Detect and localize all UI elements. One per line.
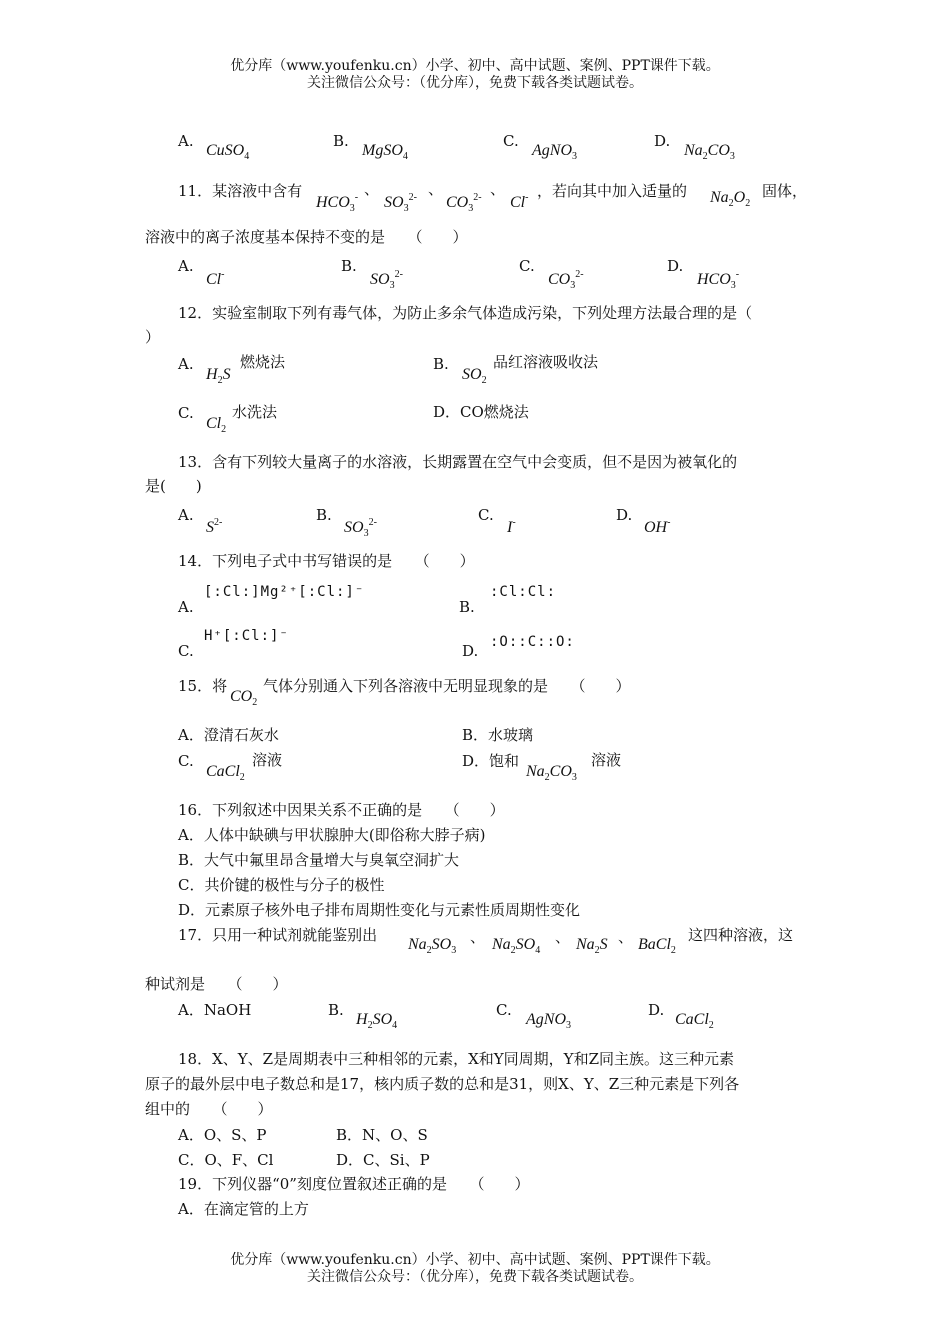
- option-label: C.: [503, 132, 519, 150]
- option-label: B.: [328, 1001, 344, 1019]
- option-label: C.: [519, 257, 535, 275]
- option-text: 燃烧法: [240, 353, 286, 371]
- option-label: C.: [178, 404, 194, 422]
- option-text: B．水玻璃: [462, 726, 534, 744]
- option-label: D.: [667, 257, 684, 275]
- formula-cl2: $Cl_2$: [206, 415, 227, 435]
- option-label: B.: [341, 257, 357, 275]
- option-label: B.: [316, 506, 332, 524]
- formula-na2o2: $Na_2O_2$: [710, 189, 751, 209]
- option-label: A.: [178, 132, 194, 150]
- formula-na2co3: $Na_2CO_3$: [684, 142, 735, 162]
- option-text: 溶液: [252, 751, 283, 769]
- formula-so3-ion: $SO_3^{2-}$: [370, 269, 403, 291]
- formula-h2so4: $H_2SO_4$: [356, 1011, 398, 1031]
- separator: 、: [470, 928, 486, 946]
- question-stem: 13．含有下列较大量离子的水溶液，长期露置在空气中会变质，但不是因为被氧化的: [178, 453, 738, 471]
- formula-mgso4: MgSO$_4$: [362, 142, 408, 162]
- formula-bacl2: BaCl$_2$: [638, 936, 676, 956]
- formula-i-ion: I-: [507, 517, 516, 536]
- option-text: C．共价键的极性与分子的极性: [178, 876, 385, 894]
- formula-agno3: AgNO$_3$: [532, 142, 577, 162]
- option-text: 品红溶液吸收法: [493, 353, 599, 371]
- question-stem: 溶液中的离子浓度基本保持不变的是 （ ）: [145, 228, 468, 246]
- question-stem: 12．实验室制取下列有毒气体，为防止多余气体造成污染，下列处理方法最合理的是（: [178, 304, 753, 322]
- option-text: A．澄清石灰水: [178, 726, 279, 744]
- formula-na2s: $Na_2S$: [576, 936, 608, 956]
- formula-so3-ion: $SO_3^{2-}$: [344, 517, 377, 539]
- separator: 、: [490, 180, 506, 198]
- electron-formula-co2: :O::C::O:: [490, 634, 575, 650]
- option-text: D．C、Si、P: [336, 1151, 430, 1169]
- formula-hco3-ion: $HCO_3^-$: [316, 192, 359, 214]
- option-text: A．在滴定管的上方: [178, 1200, 309, 1218]
- question-stem: 原子的最外层中电子数总和是17，核内质子数的总和是31，则X、Y、Z三种元素是下列各: [145, 1075, 740, 1093]
- formula-na2so4: $Na_2SO_4$: [492, 936, 541, 956]
- option-label: D.: [462, 642, 479, 660]
- option-label: B.: [333, 132, 349, 150]
- option-label: A.: [178, 257, 194, 275]
- option-text: A．NaOH: [178, 1001, 252, 1019]
- option-label: A.: [178, 598, 194, 616]
- separator: 、: [555, 928, 571, 946]
- formula-h2s: $H_2S$: [206, 366, 231, 386]
- formula-na2so3: $Na_2SO_3$: [408, 936, 457, 956]
- header-line-1: 优分库（www.youfenku.cn）小学、初中、高中试题、案例、PPT课件下载。: [230, 58, 720, 74]
- question-stem: 11．某溶液中含有: [178, 182, 303, 200]
- question-stem: ）: [145, 328, 161, 346]
- separator: 、: [618, 928, 634, 946]
- option-label: C.: [178, 752, 194, 770]
- formula-hco3-ion: $HCO_3^-$: [697, 269, 740, 291]
- question-stem: 16．下列叙述中因果关系不正确的是 （ ）: [178, 801, 505, 819]
- formula-agno3: AgNO$_3$: [526, 1011, 571, 1031]
- question-stem: 固体，: [762, 182, 808, 200]
- question-stem: ，若向其中加入适量的: [537, 182, 688, 200]
- question-stem: 种试剂是 （ ）: [145, 975, 288, 993]
- separator: 、: [428, 180, 444, 198]
- option-text: D．CO燃烧法: [433, 403, 529, 421]
- formula-cacl2: CaCl$_2$: [675, 1011, 714, 1031]
- question-stem: 是( ): [145, 477, 202, 495]
- option-text: C．O、F、Cl: [178, 1151, 274, 1169]
- question-stem: 组中的 （ ）: [145, 1100, 273, 1118]
- question-stem: 17．只用一种试剂就能鉴别出: [178, 926, 378, 944]
- header-line-2: 关注微信公众号：（优分库），免费下载各类试题试卷。: [307, 75, 643, 91]
- question-stem: 18．X、Y、Z是周期表中三种相邻的元素，X和Y同周期，Y和Z同主族。这三种元素: [178, 1050, 734, 1068]
- option-text: B．大气中氟里昂含量增大与臭氧空洞扩大: [178, 851, 460, 869]
- formula-so2: $SO_2$: [462, 366, 487, 386]
- question-stem: 这四种溶液，这: [688, 926, 794, 944]
- option-text: B．N、O、S: [336, 1126, 428, 1144]
- formula-cacl2: CaCl$_2$: [206, 763, 245, 783]
- formula-na2co3: $Na_2CO_3$: [526, 763, 577, 783]
- option-text: A．O、S、P: [178, 1126, 267, 1144]
- option-text: D．元素原子核外电子排布周期性变化与元素性质周期性变化: [178, 901, 581, 919]
- option-label: C.: [178, 642, 194, 660]
- electron-formula-hcl: H⁺[:Cl:]⁻: [204, 628, 289, 644]
- electron-formula-cl2: :Cl:Cl:: [490, 584, 557, 600]
- option-text: A．人体中缺碘与甲状腺肿大(即俗称大脖子病): [178, 826, 486, 844]
- footer-line-1: 优分库（www.youfenku.cn）小学、初中、高中试题、案例、PPT课件下载。: [230, 1252, 720, 1268]
- electron-formula-mgcl2: [:Cl:]Mg²⁺[:Cl:]⁻: [204, 584, 365, 600]
- option-text: 水洗法: [232, 403, 278, 421]
- option-label: D.: [648, 1001, 665, 1019]
- question-stem: 19．下列仪器“0”刻度位置叙述正确的是 （ ）: [178, 1175, 530, 1193]
- formula-co3-ion: $CO_3^{2-}$: [446, 192, 482, 214]
- option-label: D.: [616, 506, 633, 524]
- option-label: A.: [178, 355, 194, 373]
- option-label: D.: [654, 132, 671, 150]
- formula-so3-ion: $SO_3^{2-}$: [384, 192, 417, 214]
- question-stem: 15．将: [178, 677, 228, 695]
- formula-cuso4: CuSO$_4$: [206, 142, 250, 162]
- option-text: 溶液: [591, 751, 622, 769]
- option-label: C.: [496, 1001, 512, 1019]
- formula-co2: $CO_2$: [230, 688, 258, 708]
- formula-s-ion: $S^{2-}$: [206, 517, 223, 536]
- separator: 、: [364, 180, 380, 198]
- formula-cl-ion: Cl-: [510, 192, 529, 211]
- formula-cl-ion: Cl-: [206, 269, 225, 288]
- formula-oh-ion: OH-: [644, 517, 671, 536]
- option-label: B.: [459, 598, 475, 616]
- footer-line-2: 关注微信公众号：（优分库），免费下载各类试题试卷。: [307, 1269, 643, 1285]
- question-stem: 14．下列电子式中书写错误的是 （ ）: [178, 552, 475, 570]
- option-label: C.: [478, 506, 494, 524]
- option-label: B.: [433, 355, 449, 373]
- option-label: A.: [178, 506, 194, 524]
- question-stem: 气体分别通入下列各溶液中无明显现象的是 （ ）: [263, 677, 631, 695]
- formula-co3-ion: $CO_3^{2-}$: [548, 269, 584, 291]
- option-label: D．饱和: [462, 752, 520, 770]
